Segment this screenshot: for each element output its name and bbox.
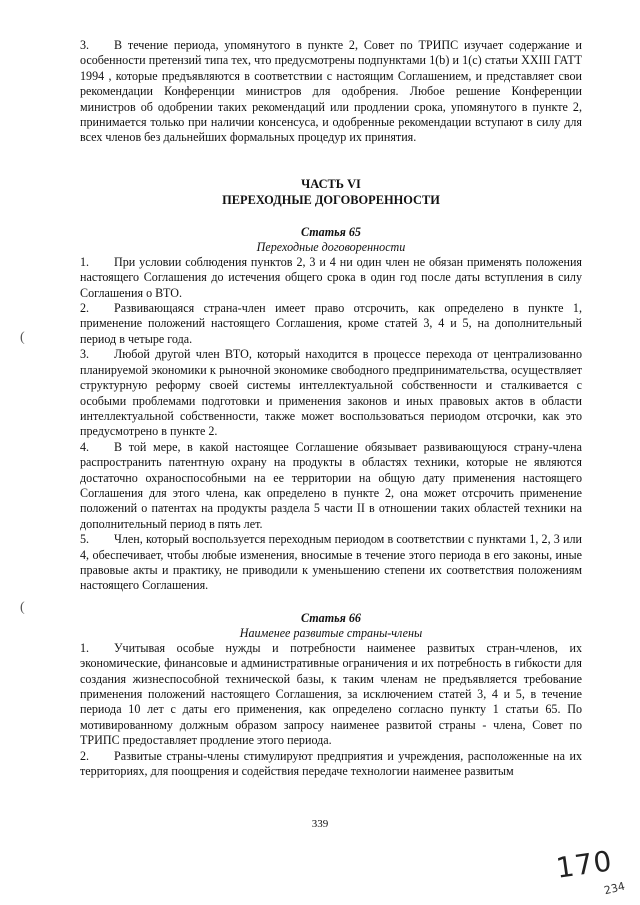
paragraph-text: Учитывая особые нужды и потребности наименее развитых стран-членов, их экономические, финансовые и административные ограничения и их потребность в гибкости для создания жизнеспособной технической базы, к таким членам не предъявляется требование применения положений настоящего Соглашения, за исключением статей 3, 4 и 5, в течение периода 10 лет с даты его применения, как определено согласно пункту 1 статьи 65. По мотивированному должным образом запросу наименее развитой страны - члена, Совет по ТРИПС предоставляет продление этого периода. <box>80 640 582 748</box>
paragraph-text: В течение периода, упомянутого в пункте 2, Совет по ТРИПС изучает содержание и особенности претензий типа тех, что предусмотрены подпунктами 1(b) и 1(с) статьи XXIII ГАТТ 1994 , которые предъявляются в соответствии с настоящим Соглашением, и представляет свои рекомендации Конференции министров для одобрения. Любое решение Конференции министров об одобрении таких рекомендаций или продлении срока, упомянутого в пункте 2, принимается только при наличии консенсуса, и одобренные рекомендации вступают в силу для всех членов без дальнейших формальных процедур их принятия. <box>80 38 582 145</box>
paragraph-text: При условии соблюдения пунктов 2, 3 и 4 ни один член не обязан применять положения настоящего Соглашения до истечения общего срока в один год после даты вступления в силу Соглашения о ВТО. <box>80 254 582 300</box>
handwritten-folio-number: 170 <box>553 844 615 885</box>
paragraph-text: Развитые страны-члены стимулируют предприятия и учреждения, расположенные на их территориях, для поощрения и содействия передаче технологии наименее развитым <box>80 748 582 779</box>
paragraph-text: В той мере, в какой настоящее Соглашение обязывает развивающуюся страну-члена распространить патентную охрану на продукты в областях техники, которые не являются достаточно охраноспособными на ее территории на общую дату применения настоящего Соглашения для этого члена, как определено в пункте 2, она может отсрочить применение положений о патентах на продукты раздела 5 части II в отношении таких областей техники на дополнительный период в пять лет. <box>80 439 582 531</box>
paragraph-number: 2. <box>80 301 90 316</box>
article-66-subtitle: Наименее развитые страны-члены <box>239 625 423 640</box>
article-66-paragraph <box>80 749 582 780</box>
paragraph-text: Любой другой член ВТО, который находится в процессе перехода от централизованно планируемой экономики к рыночной экономике свободного предпринимательства, осуществляет структурную реформу своей системы интеллектуальной собственности и сталкивается с особыми проблемами подготовки и применения законов и иных правовых актов в области интеллектуальной собственности, также может воспользоваться периодом отсрочки, как это предусмотрено в пункте 2. <box>80 347 582 439</box>
intro-paragraph <box>80 38 582 146</box>
article-65-paragraph <box>80 532 582 594</box>
paragraph-number: 3. <box>80 347 90 362</box>
part-subtitle: ПЕРЕХОДНЫЕ ДОГОВОРЕННОСТИ <box>222 192 440 207</box>
article-65-paragraph <box>80 301 582 347</box>
page-number: 339 <box>311 818 329 830</box>
article-65-title: Статья 65 <box>301 224 361 239</box>
paragraph-text: Член, который воспользуется переходным периодом в соответствии с пунктами 1, 2, 3 или 4, обеспечивает, чтобы любые изменения, вносимые в течение этого периода в его законы, иные правовые акты и практику, не приводили к уменьшению степени их соответствия положениям настоящего Соглашения. <box>80 532 582 593</box>
paragraph-text: Развивающаяся страна-член имеет право отсрочить, как определено в пункте 1, применение положений настоящего Соглашения, кроме статей 3, 4 и 5, на дополнительный период в четыре года. <box>80 301 582 346</box>
article-65-subtitle: Переходные договоренности <box>256 239 406 254</box>
article-66-title: Статья 66 <box>301 610 361 625</box>
part-title: ЧАСТЬ VI <box>301 176 361 191</box>
article-65-paragraph <box>80 347 582 439</box>
margin-bracket-mark: ( <box>20 600 25 615</box>
paragraph-number: 4. <box>80 439 90 454</box>
document-body <box>80 38 582 779</box>
margin-bracket-mark: ( <box>20 330 25 345</box>
paragraph-number: 3. <box>80 38 90 52</box>
paragraph-number: 1. <box>80 254 90 269</box>
paragraph-number: 5. <box>80 532 90 547</box>
paragraph-number: 2. <box>80 748 90 763</box>
paragraph-number: 1. <box>80 640 90 655</box>
article-66-body <box>80 641 582 780</box>
article-65-paragraph <box>80 440 582 532</box>
handwritten-small-number: 234 <box>602 879 627 898</box>
article-66-paragraph <box>80 641 582 749</box>
article-65-body <box>80 255 582 594</box>
article-65-paragraph <box>80 255 582 301</box>
